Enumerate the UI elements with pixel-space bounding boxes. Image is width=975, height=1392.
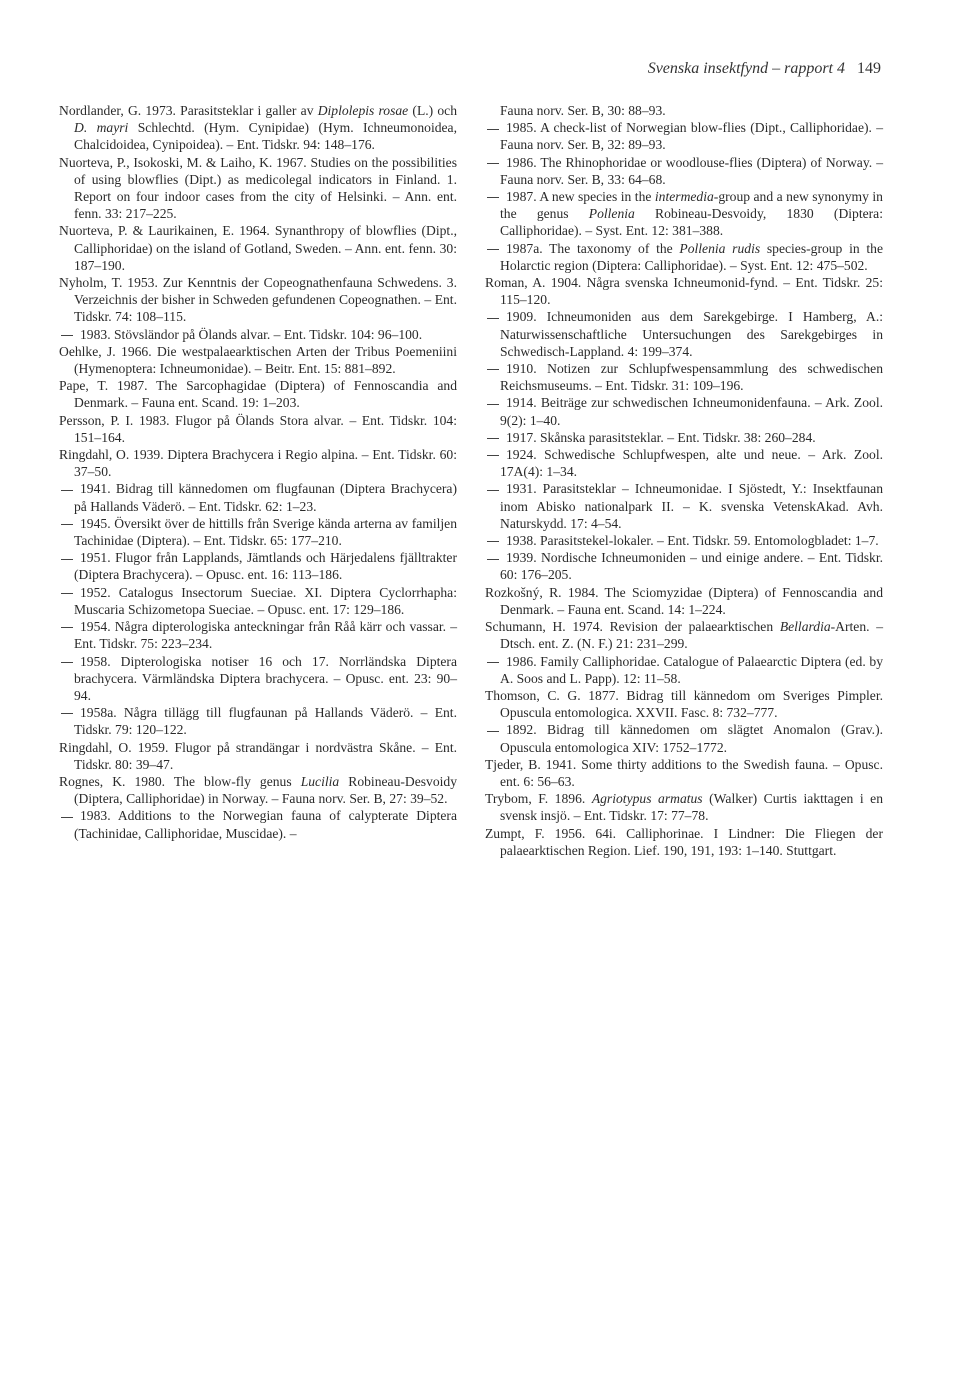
reference-entry <box>59 274 457 326</box>
reference-text: 1909. Ichneumoniden aus dem Sarekgebirge. I Hamberg, A.: Naturwissenschaftliche Untersuchungen des Sarekgebirges in Schwedisch-Lappland. 4: 199–374. <box>500 309 883 359</box>
reference-entry <box>485 584 883 618</box>
taxon-italic: Pollenia rudis <box>679 240 761 256</box>
reference-entry <box>59 584 457 618</box>
same-author-dash <box>487 404 499 405</box>
reference-entry <box>485 532 883 549</box>
reference-entry <box>485 790 883 824</box>
reference-text: Nordlander, G. 1973. Parasitsteklar i galler av <box>59 103 318 118</box>
page-number: 149 <box>857 60 881 77</box>
reference-text: Tjeder, B. 1941. Some thirty additions to the Swedish fauna. – Opusc. ent. 6: 56–63. <box>485 756 883 789</box>
reference-text: 1983. Stövsländor på Ölands alvar. – Ent. Tidskr. 104: 96–100. <box>80 326 423 342</box>
reference-entry <box>485 274 883 308</box>
reference-text: Nuorteva, P., Isokoski, M. & Laiho, K. 1967. Studies on the possibilities of using blowflies (Dipt.) as medicolegal indicators in Finland. 1. Report on four indoor cases from the city of Helsinki. – Ann. ent. fenn. 33: 217–225. <box>59 154 457 222</box>
taxon-italic: Bellardia <box>779 619 831 635</box>
same-author-dash <box>487 129 499 130</box>
reference-entry <box>485 687 883 721</box>
reference-text: 1931. Parasitsteklar – Ichneumonidae. I Sjöstedt, Y.: Insektfaunan inom Abisko nationalpark II. – K. svenska VetenskAkad. Avh. Naturskydd. 17: 4–54. <box>500 481 883 531</box>
reference-text: (L.) och <box>408 103 457 118</box>
same-author-dash <box>487 559 499 560</box>
reference-text: 1954. Några dipterologiska anteckningar från Råå kärr och vassar. – Ent. Tidskr. 75: 223–234. <box>74 619 457 652</box>
reference-text: Robineau-Desvoidy, 1830 (Diptera: Calliphoridae). – Syst. Ent. 12: 381–388. <box>500 206 883 239</box>
reference-entry <box>59 446 457 480</box>
same-author-dash <box>487 455 499 456</box>
reference-entry <box>485 446 883 480</box>
reference-entry <box>485 102 883 119</box>
reference-entry <box>485 240 883 274</box>
same-author-dash <box>487 163 499 164</box>
left-column <box>59 102 457 842</box>
reference-text: 1987a. The taxonomy of the <box>506 240 680 256</box>
reference-text: -group and a new synonymy in the genus <box>500 189 883 222</box>
taxon-italic: D. mayri <box>74 120 129 136</box>
reference-text: Trybom, F. 1896. <box>485 791 592 807</box>
reference-entry <box>59 377 457 411</box>
reference-text: 1892. Bidrag till kännedomen om slägtet Anomalon (Grav.). Opuscula entomologica XIV: 1752–1772. <box>500 722 883 755</box>
reference-text: Pape, T. 1987. The Sarcophagidae (Diptera) of Fennoscandia and Denmark. – Fauna ent. Scand. 19: 1–203. <box>59 378 457 411</box>
reference-entry <box>485 825 883 859</box>
reference-entry <box>485 549 883 583</box>
reference-text: Persson, P. I. 1983. Flugor på Ölands Stora alvar. – Ent. Tidskr. 104: 151–164. <box>59 412 457 445</box>
same-author-dash <box>487 318 499 319</box>
journal-title: Svenska insektfynd – rapport 4 <box>647 60 845 77</box>
reference-entry <box>59 154 457 223</box>
reference-text: 1939. Nordische Ichneumoniden – und einige andere. – Ent. Tidskr. 60: 176–205. <box>500 550 883 583</box>
reference-entry <box>485 119 883 153</box>
same-author-dash <box>61 713 73 714</box>
same-author-dash <box>487 731 499 732</box>
reference-entry <box>59 343 457 377</box>
same-author-dash <box>487 662 499 663</box>
reference-text: 1987. A new species in the <box>506 189 655 205</box>
taxon-italic: Pollenia <box>588 206 635 222</box>
reference-entry <box>59 739 457 773</box>
reference-text: Fauna norv. Ser. B, 30: 88–93. <box>500 103 666 118</box>
reference-entry <box>59 480 457 514</box>
reference-entry <box>485 653 883 687</box>
reference-entry <box>59 807 457 841</box>
same-author-dash <box>487 249 499 250</box>
reference-text: species-group in the Holarctic region (Diptera: Calliphoridae). – Syst. Ent. 12: 475–502. <box>500 240 883 273</box>
same-author-dash <box>61 490 73 491</box>
reference-text: Ringdahl, O. 1959. Flugor på strandängar i nordvästra Skåne. – Ent. Tidskr. 80: 39–47. <box>59 739 457 772</box>
running-header <box>648 60 881 78</box>
same-author-dash <box>61 817 73 818</box>
same-author-dash <box>61 662 73 663</box>
reference-entry <box>485 756 883 790</box>
reference-text: 1910. Notizen zur Schlupfwespensammlung des schwedischen Reichsmuseums. – Ent. Tidskr. 31: 109–196. <box>500 361 883 394</box>
reference-entry <box>59 549 457 583</box>
reference-text: Rognes, K. 1980. The blow-fly genus <box>59 773 301 789</box>
same-author-dash <box>61 335 73 336</box>
reference-text: Roman, A. 1904. Några svenska Ichneumonid-fynd. – Ent. Tidskr. 25: 115–120. <box>485 275 883 308</box>
right-column <box>485 102 883 859</box>
reference-entry <box>59 326 457 343</box>
reference-text: Zumpt, F. 1956. 64i. Calliphorinae. I Lindner: Die Fliegen der palaearktischen Region. Lief. 190, 191, 193: 1–140. Stuttgart. <box>485 825 883 858</box>
same-author-dash <box>61 524 73 525</box>
reference-text: Ringdahl, O. 1939. Diptera Brachycera i Regio alpina. – Ent. Tidskr. 60: 37–50. <box>59 447 457 480</box>
reference-text: 1985. A check-list of Norwegian blow-flies (Dipt., Calliphoridae). – Fauna norv. Ser. B, 32: 89–93. <box>500 120 883 153</box>
reference-text: 1924. Schwedische Schlupfwespen, alte und neue. – Ark. Zool. 17A(4): 1–34. <box>500 447 883 480</box>
reference-entry <box>59 704 457 738</box>
reference-text: (Walker) Curtis iakttagen i en svensk insjö. – Ent. Tidskr. 17: 77–78. <box>500 791 883 824</box>
same-author-dash <box>61 627 73 628</box>
reference-entry <box>59 653 457 705</box>
reference-text: 1986. Family Calliphoridae. Catalogue of Palaearctic Diptera (ed. by A. Soos and L. Papp). 12: 11–58. <box>500 653 883 686</box>
reference-text: Schumann, H. 1974. Revision der palaearktischen <box>485 619 780 635</box>
taxon-italic: Agriotypus armatus <box>591 791 703 807</box>
reference-text: 1983. Additions to the Norwegian fauna of calypterate Diptera (Tachinidae, Calliphoridae, Muscidae). – <box>74 808 457 841</box>
reference-entry <box>59 515 457 549</box>
reference-text: Nyholm, T. 1953. Zur Kenntnis der Copeognathenfauna Schwedens. 3. Verzeichnis der bisher in Schweden gefundenen Copeognathen. – Ent. Tidskr. 74: 108–115. <box>59 275 457 325</box>
same-author-dash <box>487 438 499 439</box>
reference-text: Robineau-Desvoidy (Diptera, Calliphoridae) in Norway. – Fauna norv. Ser. B, 27: 39–52. <box>74 773 457 807</box>
same-author-dash <box>487 197 499 198</box>
same-author-dash <box>487 369 499 370</box>
reference-entry <box>485 429 883 446</box>
reference-entry <box>59 222 457 274</box>
same-author-dash <box>61 593 73 594</box>
reference-entry <box>485 154 883 188</box>
taxon-italic: Lucilia <box>300 773 340 789</box>
reference-entry <box>59 102 457 154</box>
reference-text: 1951. Flugor från Lapplands, Jämtlands och Härjedalens fjälltrakter (Diptera Brachycera). – Opusc. ent. 16: 113–186. <box>74 550 457 583</box>
reference-text: 1958a. Några tillägg till flugfaunan på Hallands Väderö. – Ent. Tidskr. 79: 120–122. <box>74 705 457 738</box>
reference-entry <box>485 308 883 360</box>
reference-entry <box>59 412 457 446</box>
reference-text: Oehlke, J. 1966. Die westpalaearktischen Arten der Tribus Poemeniini (Hymenoptera: Ichneumonidae). – Beitr. Ent. 15: 881–892. <box>59 343 457 377</box>
reference-text: Thomson, C. G. 1877. Bidrag till kännedom om Sveriges Pimpler. Opuscula entomologica. XXVII. Fasc. 8: 732–777. <box>485 687 883 721</box>
reference-text: Rozkošný, R. 1984. The Sciomyzidae (Diptera) of Fennoscandia and Denmark. – Fauna ent. Scand. 14: 1–224. <box>485 584 883 617</box>
reference-entry <box>485 360 883 394</box>
reference-entry <box>485 394 883 428</box>
reference-text: 1917. Skånska parasitsteklar. – Ent. Tidskr. 38: 260–284. <box>506 429 816 445</box>
reference-text: 1958. Dipterologiska notiser 16 och 17. Norrländska Diptera brachycera. Värmländska Diptera brachycera. – Opusc. ent. 23: 90–94. <box>74 653 457 703</box>
reference-text: 1914. Beiträge zur schwedischen Ichneumonidenfauna. – Ark. Zool. 9(2): 1–40. <box>500 395 883 428</box>
reference-text: -Arten. – Dtsch. ent. Z. (N. F.) 21: 231–299. <box>500 619 883 652</box>
reference-entry <box>59 618 457 652</box>
reference-entry <box>485 721 883 755</box>
reference-text: 1952. Catalogus Insectorum Sueciae. XI. Diptera Cyclorrhapha: Muscaria Schizometopa Sueciae. – Opusc. ent. 17: 129–186. <box>74 584 457 617</box>
reference-text: 1938. Parasitstekel-lokaler. – Ent. Tidskr. 59. Entomologbladet: 1–7. <box>506 533 879 549</box>
reference-text: Nuorteva, P. & Laurikainen, E. 1964. Synanthropy of blowflies (Dipt., Calliphoridae) on the island of Gotland, Sweden. – Ann. ent. fenn. 30: 187–190. <box>59 223 457 273</box>
reference-text: 1941. Bidrag till kännedomen om flugfaunan (Diptera Brachycera) på Hallands Väderö. – Ent. Tidskr. 62: 1–23. <box>74 481 457 514</box>
taxon-italic: Diplolepis rosae <box>317 103 409 118</box>
same-author-dash <box>487 541 499 542</box>
reference-entry <box>485 188 883 240</box>
reference-text: 1986. The Rhinophoridae or woodlouse-flies (Diptera) of Norway. – Fauna norv. Ser. B, 33: 64–68. <box>500 154 883 187</box>
reference-text: 1945. Översikt över de hittills från Sverige kända arterna av familjen Tachinidae (Diptera). – Ent. Tidskr. 65: 177–210. <box>74 515 457 549</box>
taxon-italic: intermedia <box>654 189 714 205</box>
same-author-dash <box>61 559 73 560</box>
reference-entry <box>485 618 883 652</box>
reference-text: Schlechtd. (Hym. Cynipidae) (Hym. Ichneumonoidea, Chalcidoidea, Cynipoidea). – Ent. Tidskr. 94: 148–176. <box>74 120 457 153</box>
same-author-dash <box>487 490 499 491</box>
reference-entry <box>59 773 457 807</box>
reference-entry <box>485 480 883 532</box>
